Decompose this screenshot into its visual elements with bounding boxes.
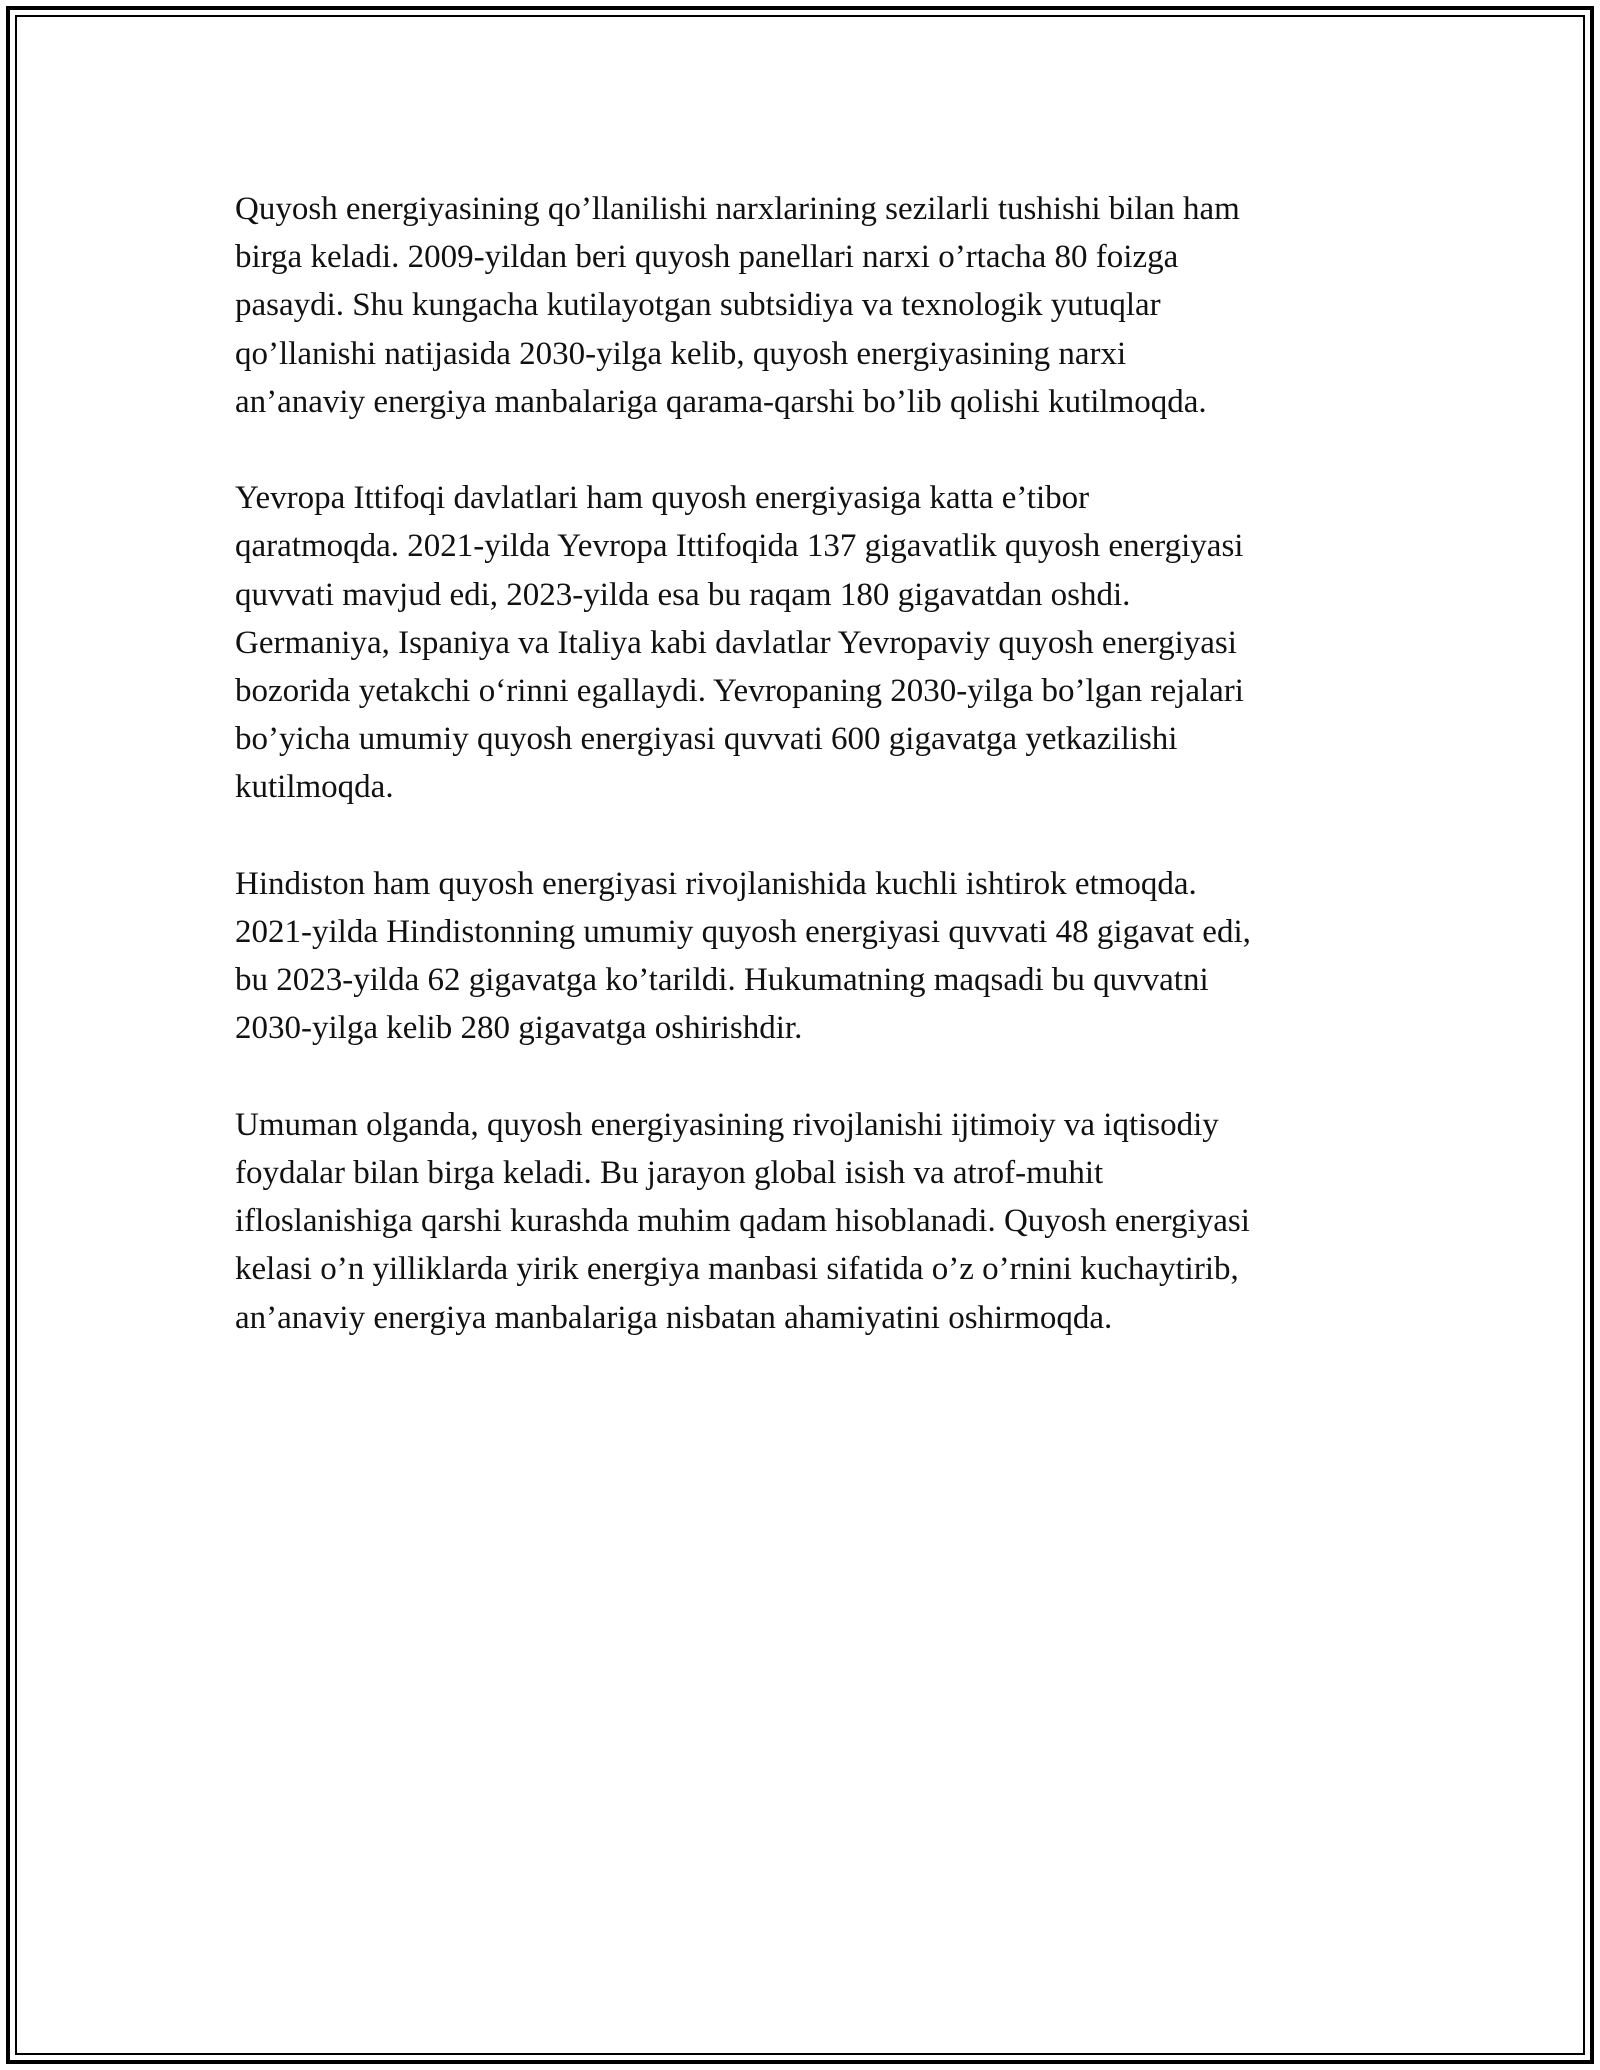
text-line: birga keladi. 2009-yildan beri quyosh panellari narxi o’rtacha 80 foizga	[235, 239, 1179, 276]
text-line: an’anaviy energiya manbalariga nisbatan ahamiyatini oshirmoqda.	[235, 1299, 1113, 1336]
paragraph-price-decline	[235, 185, 1375, 426]
text-line: ifloslanishiga qarshi kurashda muhim qadam hisoblanadi. Quyosh energiyasi	[235, 1203, 1250, 1240]
text-line: Quyosh energiyasining qo’llanilishi narxlarining sezilarli tushishi bilan ham	[235, 191, 1240, 227]
text-line: an’anaviy energiya manbalariga qarama-qarshi bo’lib qolishi kutilmoqda.	[235, 383, 1207, 420]
text-line: Yevropa Ittifoqi davlatlari ham quyosh energiyasiga katta e’tibor	[235, 480, 1090, 517]
text-line: bo’yicha umumiy quyosh energiyasi quvvati 600 gigavatga yetkazilishi	[235, 721, 1178, 758]
text-line: kutilmoqda.	[235, 769, 394, 806]
paragraph-india	[235, 860, 1375, 1053]
document-body	[235, 185, 1375, 1390]
text-line: foydalar bilan birga keladi. Bu jarayon global isish va atrof-muhit	[235, 1155, 1104, 1192]
text-line: qaratmoqda. 2021-yilda Yevropa Ittifoqida 137 gigavatlik quyosh energiyasi	[235, 528, 1244, 565]
text-line: pasaydi. Shu kungacha kutilayotgan subtsidiya va texnologik yutuqlar	[235, 287, 1161, 324]
text-line: 2030-yilga kelib 280 gigavatga oshirishdir.	[235, 1010, 803, 1047]
text-line: bozorida yetakchi o‘rinni egallaydi. Yevropaning 2030-yilga bo’lgan rejalari	[235, 673, 1244, 710]
paragraph-conclusion	[235, 1101, 1375, 1342]
text-line: Umuman olganda, quyosh energiyasining rivojlanishi ijtimoiy va iqtisodiy	[235, 1106, 1219, 1143]
text-line: Germaniya, Ispaniya va Italiya kabi davlatlar Yevropaviy quyosh energiyasi	[235, 624, 1237, 661]
text-line: quvvati mavjud edi, 2023-yilda esa bu raqam 180 gigavatdan oshdi.	[235, 576, 1131, 613]
text-line: qo’llanishi natijasida 2030-yilga kelib, quyosh energiyasining narxi	[235, 335, 1127, 372]
text-line: Hindiston ham quyosh energiyasi rivojlanishida kuchli ishtirok etmoqda.	[235, 865, 1197, 902]
text-line: bu 2023-yilda 62 gigavatga ko’tarildi. Hukumatning maqsadi bu quvvatni	[235, 962, 1209, 999]
text-line: kelasi o’n yilliklarda yirik energiya manbasi sifatida o’z o’rnini kuchaytirib,	[235, 1251, 1239, 1288]
paragraph-european-union	[235, 474, 1375, 811]
text-line: 2021-yilda Hindistonning umumiy quyosh energiyasi quvvati 48 gigavat edi,	[235, 914, 1251, 951]
